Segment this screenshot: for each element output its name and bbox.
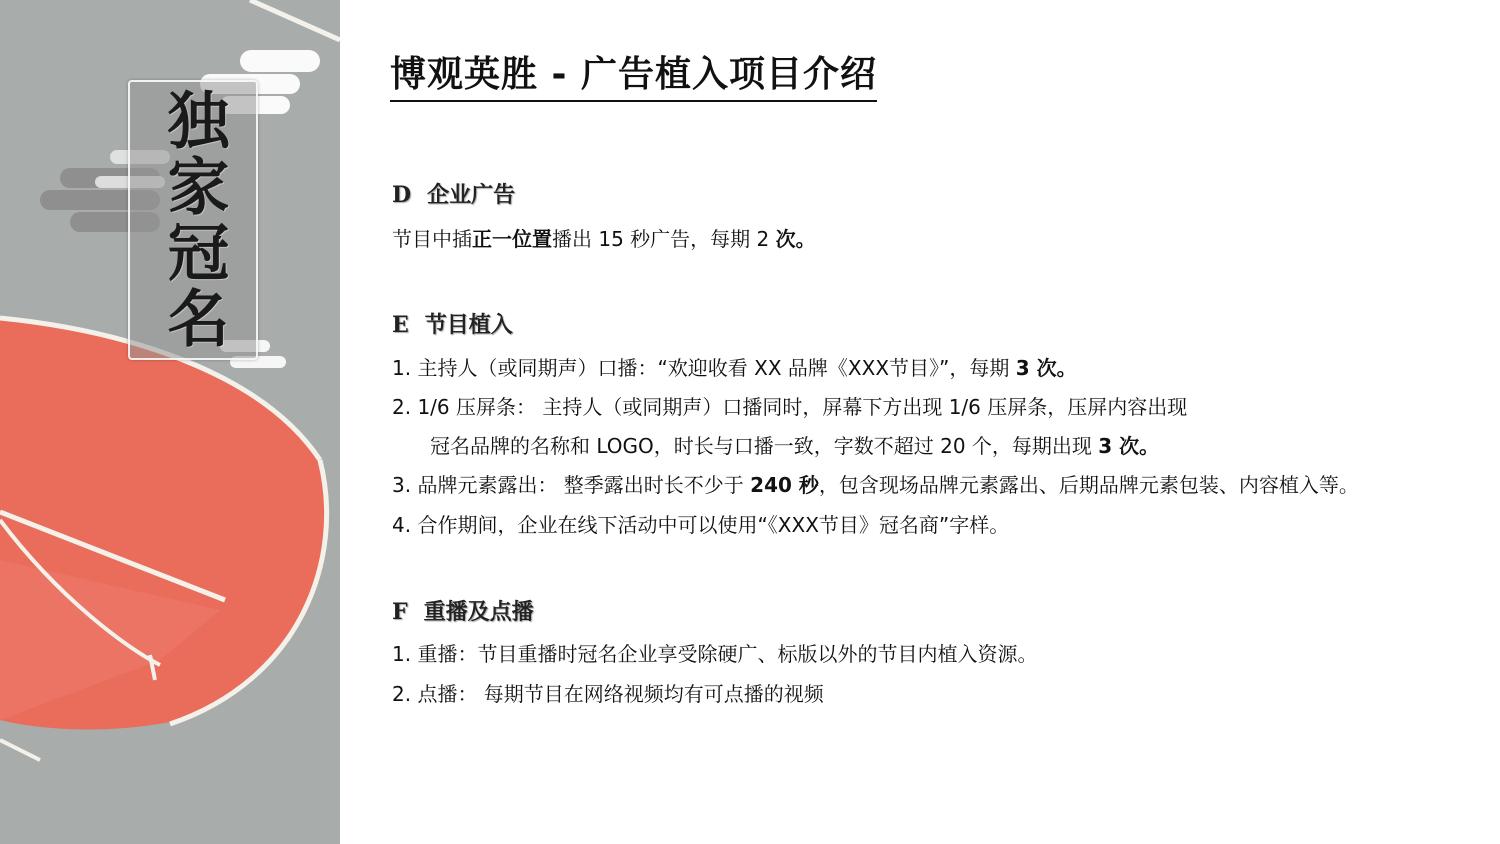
page-title: 博观英胜 - 广告植入项目介绍 (390, 52, 877, 102)
section-e-item-2: 2. 1/6 压屏条： 主持人（或同期声）口播同时，屏幕下方出现 1/6 压屏条，压屏内容出现 (392, 395, 1188, 419)
section-e-item-4: 4. 合作期间，企业在线下活动中可以使用“《XXX节目》冠名商”字样。 (392, 513, 1010, 537)
section-e-title: 节目植入 (424, 312, 513, 338)
text-part: 播出 15 秒广告，每期 2 (552, 227, 776, 251)
court-image-panel (0, 0, 340, 844)
section-f-letter: F (392, 599, 408, 625)
section-e-heading (392, 310, 513, 340)
text-part: 冠名品牌的名称和 LOGO，时长与口播一致，字数不超过 20 个，每期出现 (430, 434, 1099, 458)
section-f-title: 重播及点播 (423, 599, 534, 625)
emphasis-text: 3 次。 (1015, 356, 1077, 380)
emphasis-text: 正一位置 (472, 227, 552, 251)
section-d-letter: D (392, 182, 412, 208)
text-part: ，包含现场品牌元素露出、后期品牌元素包装、内容植入等。 (818, 473, 1359, 497)
section-f-item-1: 1. 重播：节目重播时冠名企业享受除硬广、标版以外的节目内植入资源。 (392, 642, 1038, 666)
section-e-letter: E (392, 312, 409, 338)
section-d-line-1 (392, 225, 816, 253)
emphasis-text: 240 秒 (750, 473, 819, 497)
emphasis-text: 3 次。 (1098, 434, 1160, 458)
side-title: 独家冠名 (157, 88, 230, 352)
side-title-box (128, 80, 258, 360)
text-part: 节目中插 (392, 227, 472, 251)
section-e-item-1 (392, 354, 1077, 382)
section-e-item-3 (392, 471, 1359, 499)
section-f-heading (392, 597, 534, 627)
emphasis-text: 次。 (775, 227, 816, 251)
text-part: 1. 主持人（或同期声）口播：“欢迎收看 XX 品牌《XXX节目》”，每期 (392, 356, 1016, 380)
text-part: 3. 品牌元素露出： 整季露出时长不少于 (392, 473, 751, 497)
section-e-item-2-continued (430, 432, 1159, 460)
section-f-item-2: 2. 点播： 每期节目在网络视频均有可点播的视频 (392, 682, 824, 706)
section-d-heading (392, 180, 515, 210)
section-d-title: 企业广告 (427, 182, 516, 208)
